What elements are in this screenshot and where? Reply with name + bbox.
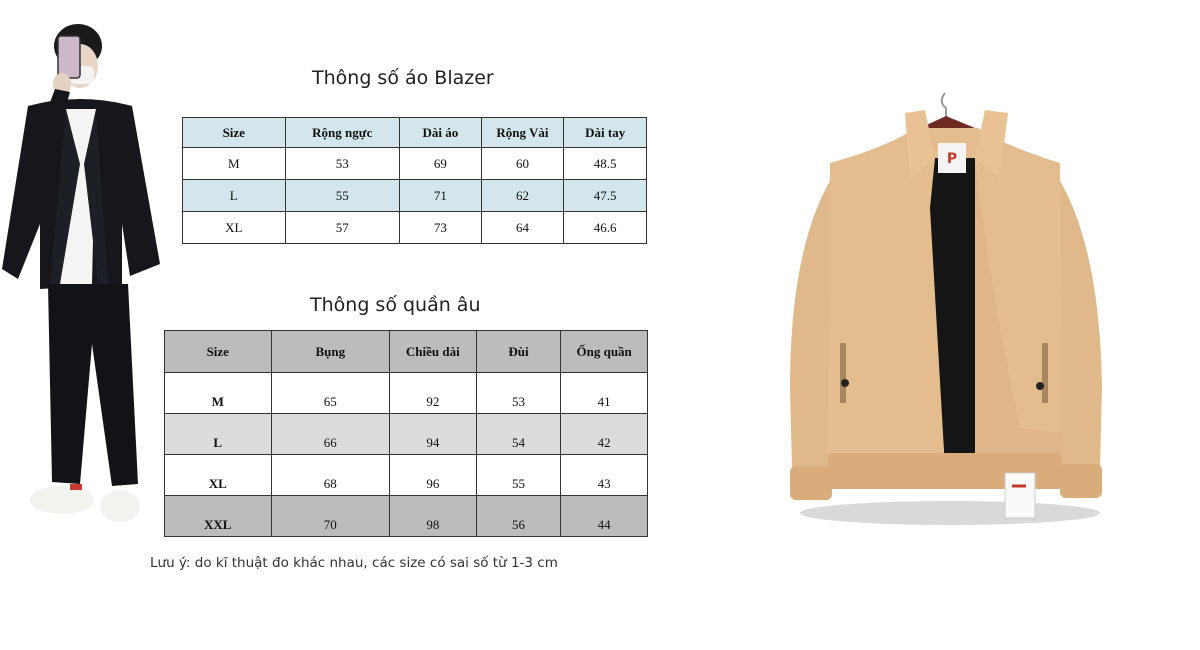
- header-cell: Rộng Vài: [481, 118, 564, 148]
- table-cell: 48.5: [564, 148, 647, 180]
- table-cell: 98: [390, 496, 477, 537]
- table-cell: 41: [561, 373, 648, 414]
- table-cell: 70: [271, 496, 389, 537]
- table-cell: L: [183, 180, 286, 212]
- svg-text:P: P: [946, 151, 958, 167]
- table-cell: 46.6: [564, 212, 647, 244]
- blazer-table-title: Thông số áo Blazer: [312, 67, 494, 89]
- header-cell: Rộng ngực: [285, 118, 399, 148]
- header-cell: Size: [165, 331, 272, 373]
- table-cell: XL: [183, 212, 286, 244]
- table-cell: M: [165, 373, 272, 414]
- pants-size-table: [164, 330, 648, 537]
- table-cell: 94: [390, 414, 477, 455]
- table-cell: 53: [285, 148, 399, 180]
- header-cell: Bụng: [271, 331, 389, 373]
- table-cell: XL: [165, 455, 272, 496]
- model-photo: [0, 14, 170, 534]
- table-header-row: [183, 118, 647, 148]
- table-row: [165, 496, 648, 537]
- table-cell: L: [165, 414, 272, 455]
- table-row: [183, 148, 647, 180]
- blazer-size-table: [182, 117, 647, 244]
- table-cell: 42: [561, 414, 648, 455]
- header-cell: Đùi: [476, 331, 561, 373]
- table-cell: 47.5: [564, 180, 647, 212]
- table-row: [165, 373, 648, 414]
- table-cell: 54: [476, 414, 561, 455]
- table-row: [165, 414, 648, 455]
- table-cell: 62: [481, 180, 564, 212]
- table-row: [183, 212, 647, 244]
- header-cell: Dài áo: [400, 118, 482, 148]
- table-cell: 44: [561, 496, 648, 537]
- table-cell: 92: [390, 373, 477, 414]
- table-cell: 55: [476, 455, 561, 496]
- table-cell: 56: [476, 496, 561, 537]
- measurement-note: Lưu ý: do kĩ thuật đo khác nhau, các size có sai số từ 1-3 cm: [150, 555, 558, 571]
- header-cell: Ống quần: [561, 331, 648, 373]
- table-cell: 66: [271, 414, 389, 455]
- table-cell: 60: [481, 148, 564, 180]
- table-cell: M: [183, 148, 286, 180]
- table-cell: 55: [285, 180, 399, 212]
- table-cell: 64: [481, 212, 564, 244]
- header-cell: Dài tay: [564, 118, 647, 148]
- header-cell: Size: [183, 118, 286, 148]
- table-cell: 96: [390, 455, 477, 496]
- jacket-photo: [770, 88, 1115, 533]
- table-cell: 53: [476, 373, 561, 414]
- table-cell: 68: [271, 455, 389, 496]
- table-cell: 43: [561, 455, 648, 496]
- table-header-row: [165, 331, 648, 373]
- pants-table-title: Thông số quần âu: [310, 294, 481, 316]
- table-cell: 71: [400, 180, 482, 212]
- table-cell: 73: [400, 212, 482, 244]
- table-row: [165, 455, 648, 496]
- table-cell: 69: [400, 148, 482, 180]
- table-cell: XXL: [165, 496, 272, 537]
- table-row: [183, 180, 647, 212]
- table-cell: 57: [285, 212, 399, 244]
- table-cell: 65: [271, 373, 389, 414]
- header-cell: Chiều dài: [390, 331, 477, 373]
